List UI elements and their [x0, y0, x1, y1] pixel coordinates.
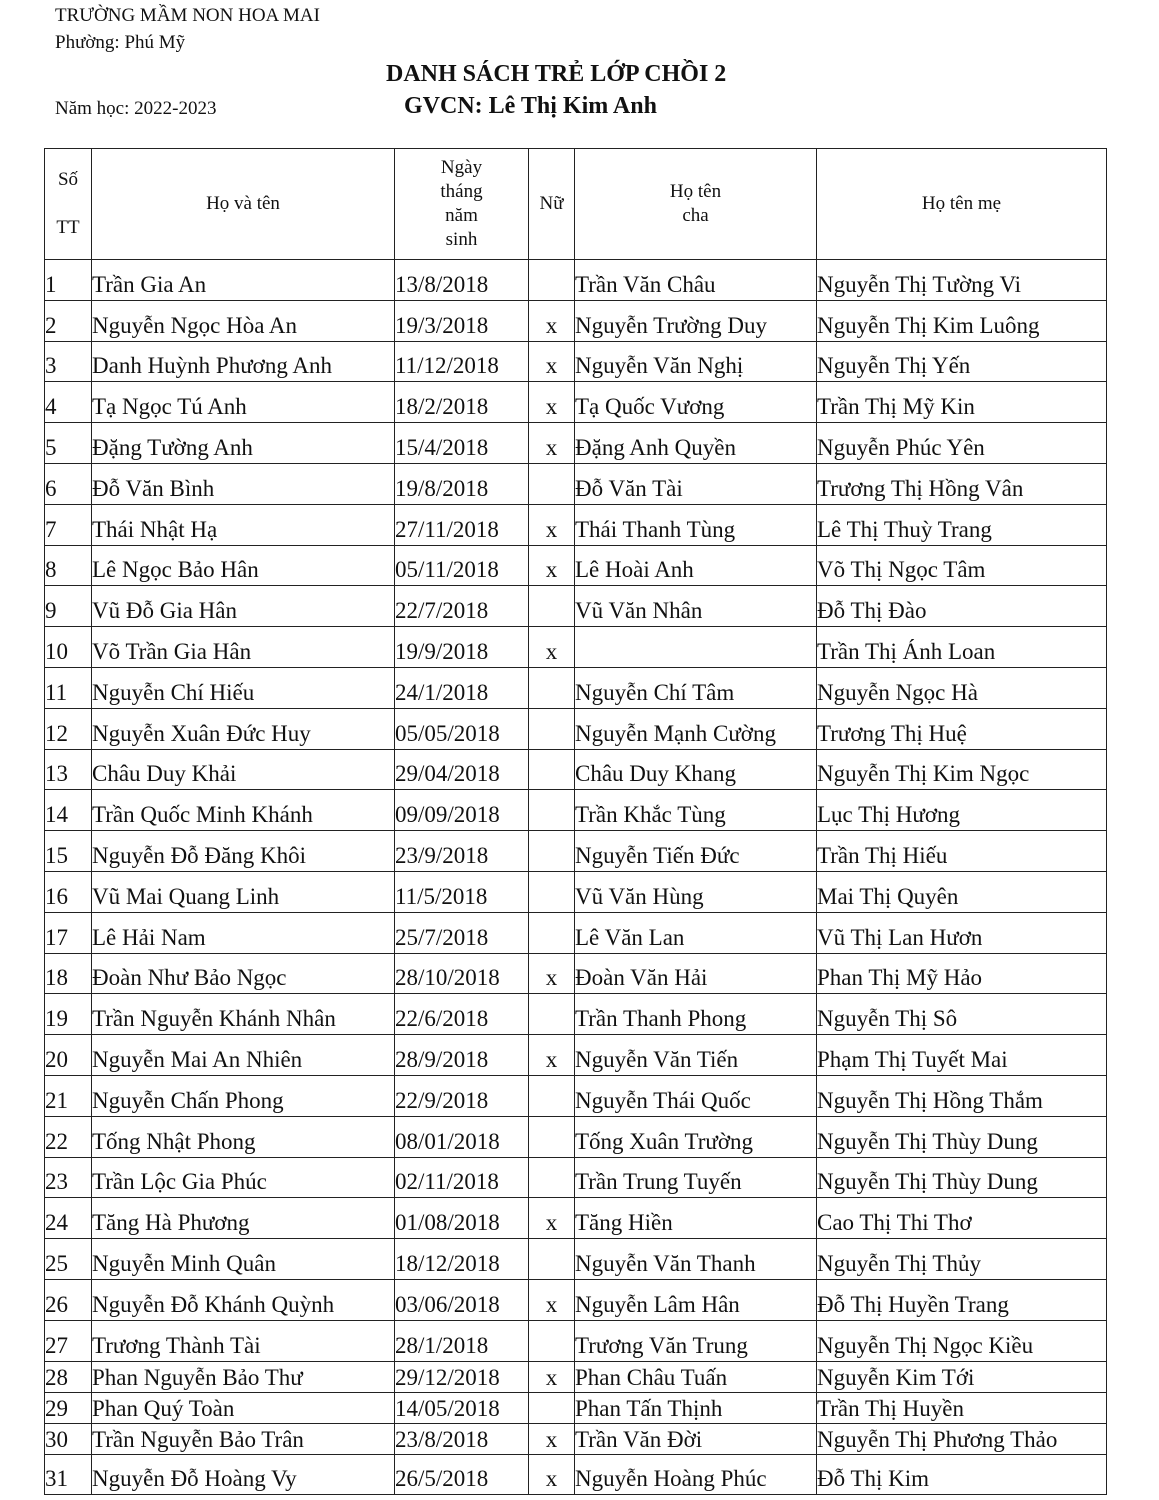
cell-student-name: Nguyễn Mai An Nhiên — [92, 1035, 395, 1076]
cell-student-name: Nguyễn Xuân Đức Huy — [92, 708, 395, 749]
cell-mother-name: Trần Thị Ánh Loan — [817, 627, 1107, 668]
cell-female-mark — [529, 586, 575, 627]
table-row — [45, 831, 1107, 872]
cell-female-mark — [529, 1320, 575, 1361]
cell-date-of-birth: 29/04/2018 — [395, 749, 529, 790]
table-row — [45, 586, 1107, 627]
cell-student-name: Tống Nhật Phong — [92, 1116, 395, 1157]
cell-father-name: Nguyễn Văn Thanh — [575, 1239, 817, 1280]
cell-mother-name: Trần Thị Hiếu — [817, 831, 1107, 872]
cell-father-name: Nguyễn Thái Quốc — [575, 1075, 817, 1116]
cell-mother-name: Trần Thị Mỹ Kin — [817, 382, 1107, 423]
cell-stt: 9 — [45, 586, 92, 627]
table-row — [45, 1198, 1107, 1239]
cell-student-name: Danh Huỳnh Phương Anh — [92, 341, 395, 382]
cell-father-name: Phan Tấn Thịnh — [575, 1392, 817, 1423]
cell-father-name: Trần Văn Châu — [575, 260, 817, 301]
cell-date-of-birth: 03/06/2018 — [395, 1279, 529, 1320]
cell-female-mark — [529, 1075, 575, 1116]
cell-father-name: Thái Thanh Tùng — [575, 504, 817, 545]
cell-father-name: Đoàn Văn Hải — [575, 953, 817, 994]
cell-female-mark — [529, 749, 575, 790]
cell-student-name: Trần Nguyễn Khánh Nhân — [92, 994, 395, 1035]
cell-stt: 14 — [45, 790, 92, 831]
cell-female-mark: x — [529, 1454, 575, 1495]
cell-student-name: Châu Duy Khải — [92, 749, 395, 790]
cell-mother-name: Nguyễn Kim Tới — [817, 1361, 1107, 1392]
cell-female-mark — [529, 1116, 575, 1157]
cell-female-mark: x — [529, 545, 575, 586]
cell-stt: 21 — [45, 1075, 92, 1116]
cell-female-mark — [529, 708, 575, 749]
cell-mother-name: Nguyễn Thị Thùy Dung — [817, 1116, 1107, 1157]
cell-date-of-birth: 24/1/2018 — [395, 667, 529, 708]
cell-date-of-birth: 28/10/2018 — [395, 953, 529, 994]
cell-date-of-birth: 11/12/2018 — [395, 341, 529, 382]
table-row — [45, 953, 1107, 994]
cell-father-name: Nguyễn Trường Duy — [575, 300, 817, 341]
cell-stt: 1 — [45, 260, 92, 301]
cell-stt: 10 — [45, 627, 92, 668]
cell-stt: 5 — [45, 423, 92, 464]
cell-mother-name: Vũ Thị Lan Hươn — [817, 912, 1107, 953]
student-roster-table — [44, 148, 1107, 1495]
cell-stt: 17 — [45, 912, 92, 953]
cell-student-name: Lê Hải Nam — [92, 912, 395, 953]
cell-date-of-birth: 28/1/2018 — [395, 1320, 529, 1361]
cell-father-name: Châu Duy Khang — [575, 749, 817, 790]
table-row — [45, 994, 1107, 1035]
cell-mother-name: Mai Thị Quyên — [817, 871, 1107, 912]
cell-mother-name: Đỗ Thị Kim — [817, 1454, 1107, 1495]
cell-date-of-birth: 13/8/2018 — [395, 260, 529, 301]
cell-student-name: Trương Thành Tài — [92, 1320, 395, 1361]
cell-mother-name: Trần Thị Huyền — [817, 1392, 1107, 1423]
cell-student-name: Nguyễn Đỗ Hoàng Vy — [92, 1454, 395, 1495]
cell-mother-name: Võ Thị Ngọc Tâm — [817, 545, 1107, 586]
cell-date-of-birth: 19/8/2018 — [395, 463, 529, 504]
table-row — [45, 790, 1107, 831]
cell-father-name: Nguyễn Chí Tâm — [575, 667, 817, 708]
col-header-stt — [45, 149, 92, 260]
cell-stt: 2 — [45, 300, 92, 341]
col-header-name: Họ và tên — [92, 149, 395, 260]
cell-stt: 31 — [45, 1454, 92, 1495]
cell-father-name: Vũ Văn Nhân — [575, 586, 817, 627]
col-header-stt-line2: TT — [56, 217, 80, 238]
cell-mother-name: Nguyễn Thị Kim Luông — [817, 300, 1107, 341]
cell-female-mark — [529, 871, 575, 912]
cell-female-mark: x — [529, 627, 575, 668]
cell-mother-name: Nguyễn Ngọc Hà — [817, 667, 1107, 708]
cell-mother-name: Nguyễn Thị Yến — [817, 341, 1107, 382]
cell-student-name: Nguyễn Ngọc Hòa An — [92, 300, 395, 341]
cell-father-name: Trần Thanh Phong — [575, 994, 817, 1035]
cell-female-mark: x — [529, 953, 575, 994]
cell-student-name: Võ Trần Gia Hân — [92, 627, 395, 668]
cell-female-mark: x — [529, 423, 575, 464]
cell-female-mark — [529, 831, 575, 872]
cell-date-of-birth: 23/8/2018 — [395, 1423, 529, 1454]
table-row — [45, 912, 1107, 953]
table-row — [45, 1279, 1107, 1320]
cell-stt: 11 — [45, 667, 92, 708]
cell-father-name: Trần Khắc Tùng — [575, 790, 817, 831]
cell-father-name: Đỗ Văn Tài — [575, 463, 817, 504]
cell-female-mark — [529, 912, 575, 953]
cell-father-name — [575, 627, 817, 668]
col-header-dob-line1: Ngày — [440, 157, 483, 178]
table-row — [45, 341, 1107, 382]
cell-father-name: Lê Văn Lan — [575, 912, 817, 953]
col-header-father — [575, 149, 817, 260]
cell-female-mark — [529, 463, 575, 504]
cell-father-name: Nguyễn Văn Tiến — [575, 1035, 817, 1076]
table-row — [45, 1320, 1107, 1361]
cell-stt: 20 — [45, 1035, 92, 1076]
cell-stt: 3 — [45, 341, 92, 382]
col-header-father-line1: Họ tên — [669, 181, 722, 202]
cell-student-name: Nguyễn Minh Quân — [92, 1239, 395, 1280]
cell-female-mark — [529, 994, 575, 1035]
table-row — [45, 300, 1107, 341]
table-row — [45, 1157, 1107, 1198]
cell-date-of-birth: 19/9/2018 — [395, 627, 529, 668]
cell-student-name: Thái Nhật Hạ — [92, 504, 395, 545]
school-year: Năm học: 2022-2023 — [55, 98, 217, 119]
table-row — [45, 1075, 1107, 1116]
cell-stt: 18 — [45, 953, 92, 994]
cell-mother-name: Nguyễn Thị Tường Vi — [817, 260, 1107, 301]
cell-student-name: Phan Nguyễn Bảo Thư — [92, 1361, 395, 1392]
cell-mother-name: Phan Thị Mỹ Hảo — [817, 953, 1107, 994]
cell-date-of-birth: 09/09/2018 — [395, 790, 529, 831]
table-header-row — [45, 149, 1107, 260]
cell-father-name: Trần Trung Tuyến — [575, 1157, 817, 1198]
cell-mother-name: Trương Thị Hồng Vân — [817, 463, 1107, 504]
cell-mother-name: Nguyễn Thị Sô — [817, 994, 1107, 1035]
cell-stt: 24 — [45, 1198, 92, 1239]
cell-mother-name: Nguyễn Thị Thùy Dung — [817, 1157, 1107, 1198]
cell-stt: 30 — [45, 1423, 92, 1454]
cell-date-of-birth: 15/4/2018 — [395, 423, 529, 464]
cell-father-name: Vũ Văn Hùng — [575, 871, 817, 912]
cell-stt: 26 — [45, 1279, 92, 1320]
cell-father-name: Nguyễn Mạnh Cường — [575, 708, 817, 749]
cell-date-of-birth: 26/5/2018 — [395, 1454, 529, 1495]
table-row — [45, 627, 1107, 668]
cell-student-name: Nguyễn Đỗ Đăng Khôi — [92, 831, 395, 872]
cell-father-name: Trương Văn Trung — [575, 1320, 817, 1361]
cell-date-of-birth: 08/01/2018 — [395, 1116, 529, 1157]
cell-female-mark: x — [529, 341, 575, 382]
table-row — [45, 1423, 1107, 1454]
cell-date-of-birth: 22/9/2018 — [395, 1075, 529, 1116]
cell-date-of-birth: 01/08/2018 — [395, 1198, 529, 1239]
cell-date-of-birth: 18/12/2018 — [395, 1239, 529, 1280]
cell-father-name: Tống Xuân Trường — [575, 1116, 817, 1157]
cell-date-of-birth: 11/5/2018 — [395, 871, 529, 912]
cell-student-name: Vũ Mai Quang Linh — [92, 871, 395, 912]
cell-female-mark — [529, 1392, 575, 1423]
cell-father-name: Nguyễn Lâm Hân — [575, 1279, 817, 1320]
cell-stt: 4 — [45, 382, 92, 423]
cell-mother-name: Đỗ Thị Đào — [817, 586, 1107, 627]
cell-stt: 8 — [45, 545, 92, 586]
cell-father-name: Nguyễn Tiến Đức — [575, 831, 817, 872]
roster-body — [45, 260, 1107, 1495]
cell-student-name: Trần Quốc Minh Khánh — [92, 790, 395, 831]
cell-student-name: Phan Quý Toàn — [92, 1392, 395, 1423]
cell-stt: 19 — [45, 994, 92, 1035]
cell-student-name: Nguyễn Chí Hiếu — [92, 667, 395, 708]
cell-stt: 27 — [45, 1320, 92, 1361]
cell-student-name: Vũ Đỗ Gia Hân — [92, 586, 395, 627]
table-row — [45, 871, 1107, 912]
table-row — [45, 1454, 1107, 1495]
table-row — [45, 423, 1107, 464]
cell-stt: 7 — [45, 504, 92, 545]
cell-female-mark: x — [529, 504, 575, 545]
cell-father-name: Phan Châu Tuấn — [575, 1361, 817, 1392]
cell-date-of-birth: 28/9/2018 — [395, 1035, 529, 1076]
cell-date-of-birth: 05/05/2018 — [395, 708, 529, 749]
cell-female-mark — [529, 260, 575, 301]
cell-female-mark: x — [529, 1423, 575, 1454]
cell-student-name: Đỗ Văn Bình — [92, 463, 395, 504]
table-row — [45, 1392, 1107, 1423]
col-header-stt-line1: Số — [57, 169, 79, 190]
cell-date-of-birth: 14/05/2018 — [395, 1392, 529, 1423]
cell-stt: 6 — [45, 463, 92, 504]
table-row — [45, 749, 1107, 790]
cell-student-name: Trần Nguyễn Bảo Trân — [92, 1423, 395, 1454]
table-row — [45, 1035, 1107, 1076]
cell-mother-name: Nguyễn Thị Phương Thảo — [817, 1423, 1107, 1454]
cell-female-mark: x — [529, 1279, 575, 1320]
cell-father-name: Trần Văn Đời — [575, 1423, 817, 1454]
cell-stt: 13 — [45, 749, 92, 790]
cell-date-of-birth: 23/9/2018 — [395, 831, 529, 872]
cell-female-mark: x — [529, 1361, 575, 1392]
cell-student-name: Đoàn Như Bảo Ngọc — [92, 953, 395, 994]
cell-mother-name: Phạm Thị Tuyết Mai — [817, 1035, 1107, 1076]
cell-mother-name: Nguyễn Thị Hồng Thắm — [817, 1075, 1107, 1116]
table-row — [45, 1116, 1107, 1157]
col-header-dob-line4: sinh — [445, 229, 478, 250]
table-row — [45, 708, 1107, 749]
cell-mother-name: Đỗ Thị Huyền Trang — [817, 1279, 1107, 1320]
table-row — [45, 382, 1107, 423]
cell-mother-name: Lục Thị Hương — [817, 790, 1107, 831]
cell-date-of-birth: 02/11/2018 — [395, 1157, 529, 1198]
cell-father-name: Lê Hoài Anh — [575, 545, 817, 586]
cell-stt: 22 — [45, 1116, 92, 1157]
cell-stt: 16 — [45, 871, 92, 912]
table-row — [45, 1361, 1107, 1392]
cell-stt: 29 — [45, 1392, 92, 1423]
cell-stt: 23 — [45, 1157, 92, 1198]
col-header-father-line2: cha — [682, 205, 709, 226]
table-row — [45, 463, 1107, 504]
cell-date-of-birth: 22/7/2018 — [395, 586, 529, 627]
cell-date-of-birth: 22/6/2018 — [395, 994, 529, 1035]
cell-father-name: Tạ Quốc Vương — [575, 382, 817, 423]
table-row — [45, 545, 1107, 586]
cell-female-mark — [529, 667, 575, 708]
cell-date-of-birth: 05/11/2018 — [395, 545, 529, 586]
cell-date-of-birth: 19/3/2018 — [395, 300, 529, 341]
cell-female-mark — [529, 1239, 575, 1280]
col-header-dob-line3: năm — [445, 205, 478, 226]
cell-female-mark — [529, 790, 575, 831]
cell-mother-name: Lê Thị Thuỳ Trang — [817, 504, 1107, 545]
school-name: TRƯỜNG MẦM NON HOA MAI — [55, 5, 320, 26]
table-row — [45, 504, 1107, 545]
cell-student-name: Tạ Ngọc Tú Anh — [92, 382, 395, 423]
ward-name: Phường: Phú Mỹ — [55, 32, 186, 53]
cell-mother-name: Nguyễn Phúc Yên — [817, 423, 1107, 464]
cell-father-name: Nguyễn Hoàng Phúc — [575, 1454, 817, 1495]
cell-mother-name: Trương Thị Huệ — [817, 708, 1107, 749]
table-row — [45, 260, 1107, 301]
cell-stt: 25 — [45, 1239, 92, 1280]
cell-female-mark: x — [529, 300, 575, 341]
cell-date-of-birth: 27/11/2018 — [395, 504, 529, 545]
cell-mother-name: Cao Thị Thi Thơ — [817, 1198, 1107, 1239]
cell-date-of-birth: 29/12/2018 — [395, 1361, 529, 1392]
cell-female-mark: x — [529, 1035, 575, 1076]
col-header-dob-line2: tháng — [440, 181, 483, 202]
cell-mother-name: Nguyễn Thị Thủy — [817, 1239, 1107, 1280]
table-row — [45, 1239, 1107, 1280]
cell-stt: 12 — [45, 708, 92, 749]
cell-student-name: Nguyễn Chấn Phong — [92, 1075, 395, 1116]
cell-student-name: Nguyễn Đỗ Khánh Quỳnh — [92, 1279, 395, 1320]
col-header-dob — [395, 149, 529, 260]
cell-stt: 15 — [45, 831, 92, 872]
cell-female-mark — [529, 1157, 575, 1198]
cell-student-name: Trần Lộc Gia Phúc — [92, 1157, 395, 1198]
col-header-mother: Họ tên mẹ — [817, 149, 1107, 260]
cell-student-name: Trần Gia An — [92, 260, 395, 301]
homeroom-teacher: GVCN: Lê Thị Kim Anh — [404, 93, 657, 119]
cell-date-of-birth: 18/2/2018 — [395, 382, 529, 423]
col-header-female: Nữ — [529, 149, 575, 260]
cell-father-name: Tăng Hiền — [575, 1198, 817, 1239]
cell-father-name: Đặng Anh Quyền — [575, 423, 817, 464]
cell-student-name: Đặng Tường Anh — [92, 423, 395, 464]
cell-mother-name: Nguyễn Thị Ngọc Kiều — [817, 1320, 1107, 1361]
cell-stt: 28 — [45, 1361, 92, 1392]
table-row — [45, 667, 1107, 708]
cell-date-of-birth: 25/7/2018 — [395, 912, 529, 953]
cell-female-mark: x — [529, 1198, 575, 1239]
document-title: DANH SÁCH TRẺ LỚP CHỒI 2 — [386, 61, 727, 87]
cell-father-name: Nguyễn Văn Nghị — [575, 341, 817, 382]
cell-student-name: Tăng Hà Phương — [92, 1198, 395, 1239]
cell-student-name: Lê Ngọc Bảo Hân — [92, 545, 395, 586]
cell-female-mark: x — [529, 382, 575, 423]
cell-mother-name: Nguyễn Thị Kim Ngọc — [817, 749, 1107, 790]
